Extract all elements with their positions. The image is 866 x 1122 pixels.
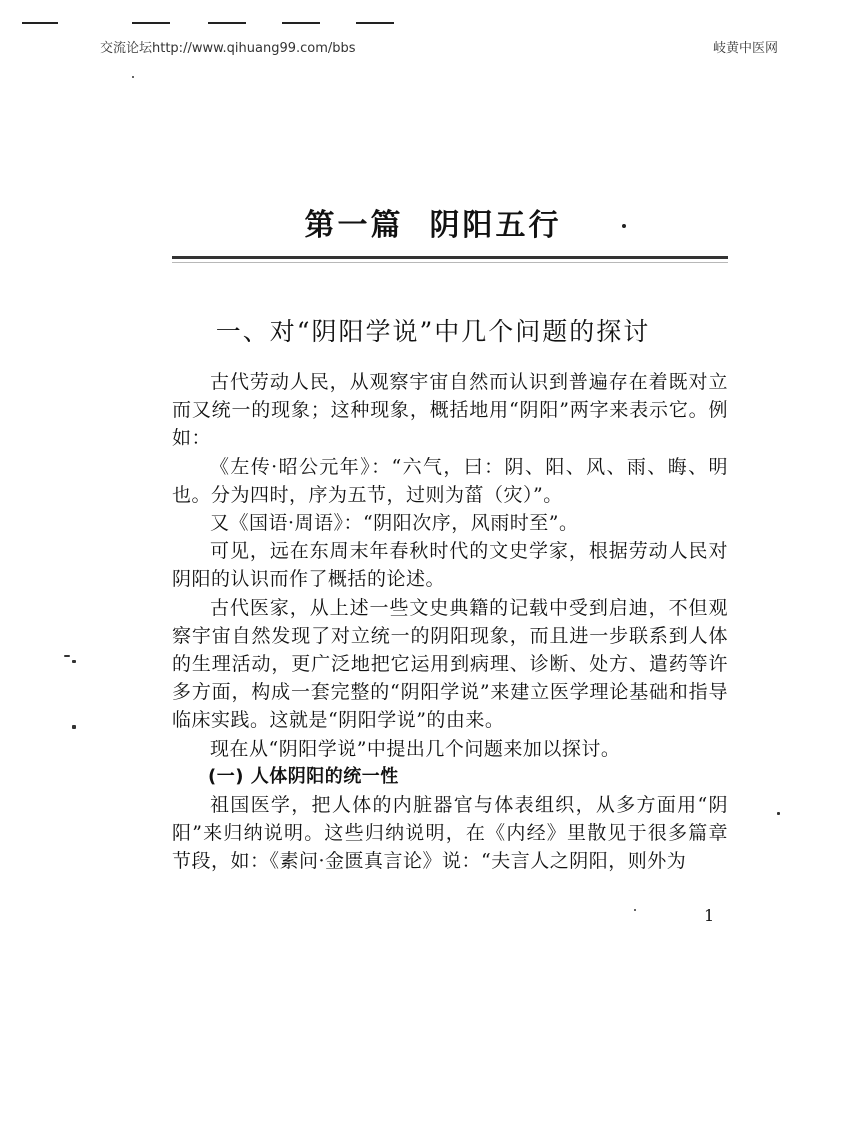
part-title xyxy=(0,200,866,244)
scan-speck xyxy=(634,909,636,911)
part-name: 阴阳五行 xyxy=(429,208,562,243)
scan-speck xyxy=(64,655,70,657)
subsection-title: (一) 人体阴阳的统一性 xyxy=(208,765,399,787)
header-forum-url: 交流论坛http://www.qihuang99.com/bbs xyxy=(100,41,356,56)
section-title: 一、对“阴阳学说”中几个问题的探讨 xyxy=(215,317,651,346)
paragraph: 古代医家，从上述一些文史典籍的记载中受到启迪，不但观察宇宙自然发现了对立统一的阴阳现象，而且进一步联系到人体的生理活动，更广泛地把它运用到病理、诊断、处方、遣药等许多方面，构成一套完整的“阴阳学说”来建立医学理论基础和指导临床实践。这就是“阴阳学说”的由来。 xyxy=(172,596,728,732)
part-number: 第一篇 xyxy=(304,208,404,243)
paragraph: 古代劳动人民，从观察宇宙自然而认识到普遍存在着既对立而又统一的现象；这种现象，概括地用“阴阳”两字来表示它。例如： xyxy=(172,371,728,450)
scan-dash xyxy=(22,22,58,24)
scan-dash xyxy=(356,22,394,24)
scan-dash xyxy=(208,22,246,24)
title-rule xyxy=(172,256,728,259)
paragraph: 《左传·昭公元年》：“六气，曰：阴、阳、风、雨、晦、明也。分为四时，序为五节，过则为菑（灾）”。 xyxy=(172,455,728,506)
paragraph: 又《国语·周语》：“阴阳次序，风雨时至”。 xyxy=(210,512,579,535)
scan-dash xyxy=(132,22,170,24)
body-text xyxy=(172,368,728,876)
scan-speck xyxy=(72,660,76,663)
paragraph: 现在从“阴阳学说”中提出几个问题来加以探讨。 xyxy=(210,737,621,760)
scan-dash xyxy=(282,22,320,24)
paragraph: 祖国医学，把人体的内脏器官与体表组织，从多方面用“阴阳”来归纳说明。这些归纳说明，在《内经》里散见于很多篇章节段，如：《素问·金匮真言论》说：“夫言人之阴阳，则外为 xyxy=(172,794,728,873)
header-site-name: 岐黄中医网 xyxy=(712,41,778,56)
scan-speck xyxy=(132,76,134,78)
scan-speck xyxy=(777,812,780,815)
scan-speck xyxy=(72,725,76,729)
paragraph: 可见，远在东周末年春秋时代的文史学家，根据劳动人民对阴阳的认识而作了概括的论述。 xyxy=(172,540,728,591)
title-dot xyxy=(622,224,626,228)
title-rule-thin xyxy=(172,262,728,263)
page-number: 1 xyxy=(704,906,715,925)
